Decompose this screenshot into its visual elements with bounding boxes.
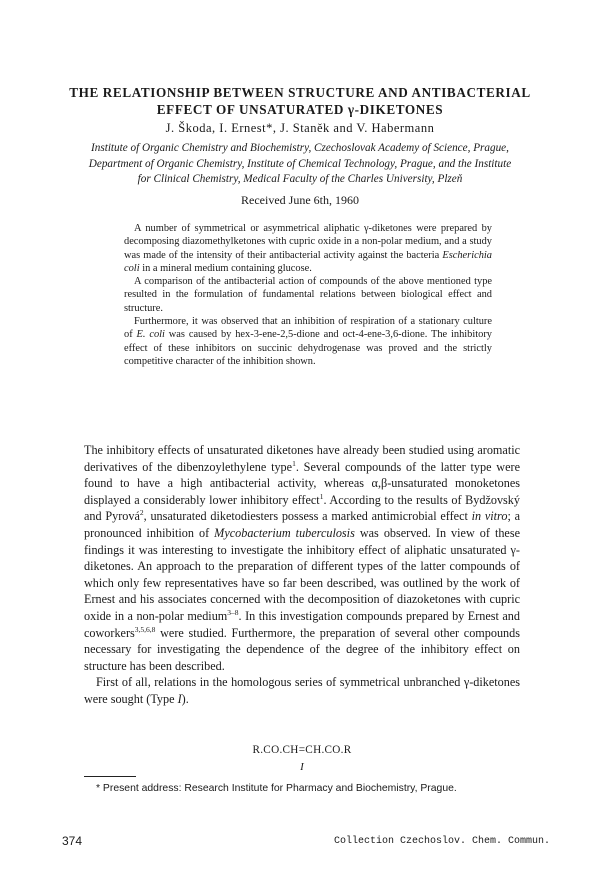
citation-ref: 3,5,6,8 [134, 624, 156, 634]
abstract-text: was caused by hex-3-ene-2,5-dione and oct-4-ene-3,6-dione. The inhibitory effect of these inhibitors on succinic dehydrogenase was proved and the strictly competitive character of the inhibition shown. [124, 329, 493, 367]
article-title [40, 84, 560, 118]
title-line-1: THE RELATIONSHIP BETWEEN STRUCTURE AND ANTIBACTERIAL [69, 85, 531, 100]
body-text-run: . According to the results of Bydžovský and Pyrová [84, 492, 520, 524]
italic-term: in vitro [471, 509, 508, 524]
italic-term: I [177, 691, 182, 706]
body-paragraph-2 [84, 674, 520, 707]
body-text-run: . In this investigation compounds prepared by Ernest and coworkers [84, 608, 520, 640]
species-name: Escherichia coli [124, 249, 492, 274]
footnote: * Present address: Research Institute for Pharmacy and Biochemistry, Prague. [96, 783, 457, 794]
affiliations [40, 141, 560, 188]
formula-label: I [300, 761, 304, 773]
received-date: Received June 6th, 1960 [241, 193, 359, 207]
footnote-divider [84, 776, 136, 777]
journal-name: Collection Czechoslov. Chem. Commun. [333, 836, 550, 847]
citation-ref: 2 [139, 508, 144, 518]
abstract-paragraph-3 [124, 315, 492, 368]
abstract-text: in a mineral medium containing glucose. [139, 262, 312, 274]
citation-ref: 1 [292, 458, 296, 468]
author-list: J. Škoda, I. Ernest*, J. Staněk and V. Habermann [165, 121, 435, 135]
abstract-text: A number of symmetrical or asymmetrical aliphatic γ-diketones were prepared by decomposing diazomethylketones with cupric oxide in a non-polar medium, and a study was made of the intensity of their antibacterial activity against the bacteria [124, 223, 492, 261]
abstract-text: Furthermore, it was observed that an inhibition of respiration of a stationary culture of [124, 316, 492, 341]
page-number: 374 [62, 834, 83, 848]
abstract [124, 222, 492, 368]
body-text-run: was observed. In view of these findings it was interesting to investigate the inhibitory effect of aliphatic unsaturated γ-diketones. An approach to the preparation of different types of the latter compounds of which only few representatives have so far been described, was outlined by the work of Ernest and his associates concerned with the decomposition of diazoketones with cupric oxide in a non-polar medium [84, 525, 520, 623]
chemical-formula: R.CO.CH=CH.CO.R [252, 744, 352, 756]
abstract-paragraph-2: A comparison of the antibacterial action of compounds of the above mentioned type resulted in the formulation of fundamental relations between biological effect and structure. [124, 276, 492, 314]
citation-ref: 1 [319, 491, 324, 501]
affiliation-line-1: Institute of Organic Chemistry and Biochemistry, Czechoslovak Academy of Science, Prague, [91, 142, 509, 154]
abstract-paragraph-1 [124, 222, 492, 275]
species-name: E. coli [136, 329, 165, 341]
title-line-2: EFFECT OF UNSATURATED γ-DIKETONES [156, 102, 444, 117]
body-text-run: were studied. Furthermore, the preparation of several other compounds necessary for investigating the dependence of the degree of the inhibitory effect on structure has been described. [84, 625, 520, 673]
body-text-run: The inhibitory effects of unsaturated diketones have already been studied using aromatic derivatives of the dibenzoylethylene type [84, 443, 520, 474]
citation-ref: 3–8 [227, 607, 239, 617]
affiliation-line-3: for Clinical Chemistry, Medical Faculty of the Charles University, Plzeň [137, 173, 463, 186]
body-text-run: First of all, relations in the homologous series of symmetrical unbranched γ-diketones were sought (Type [84, 675, 520, 706]
body-text [84, 442, 520, 708]
body-text-run: ; a pronounced inhibition of [84, 509, 521, 540]
italic-term: Mycobacterium tuberculosis [214, 525, 355, 540]
body-text-run: , unsaturated diketodiesters possess a marked antimicrobial effect [143, 509, 472, 524]
body-text-run: ). [181, 691, 189, 706]
body-text-run: . Several compounds of the latter type were found to have a high antibacterial activity, whereas α,β-unsaturated monoketones displayed a considerably lower inhibitory effect [84, 459, 520, 507]
body-paragraph-1 [84, 442, 520, 674]
affiliation-line-2: Department of Organic Chemistry, Institute of Chemical Technology, Prague, and the Institute [88, 157, 512, 170]
